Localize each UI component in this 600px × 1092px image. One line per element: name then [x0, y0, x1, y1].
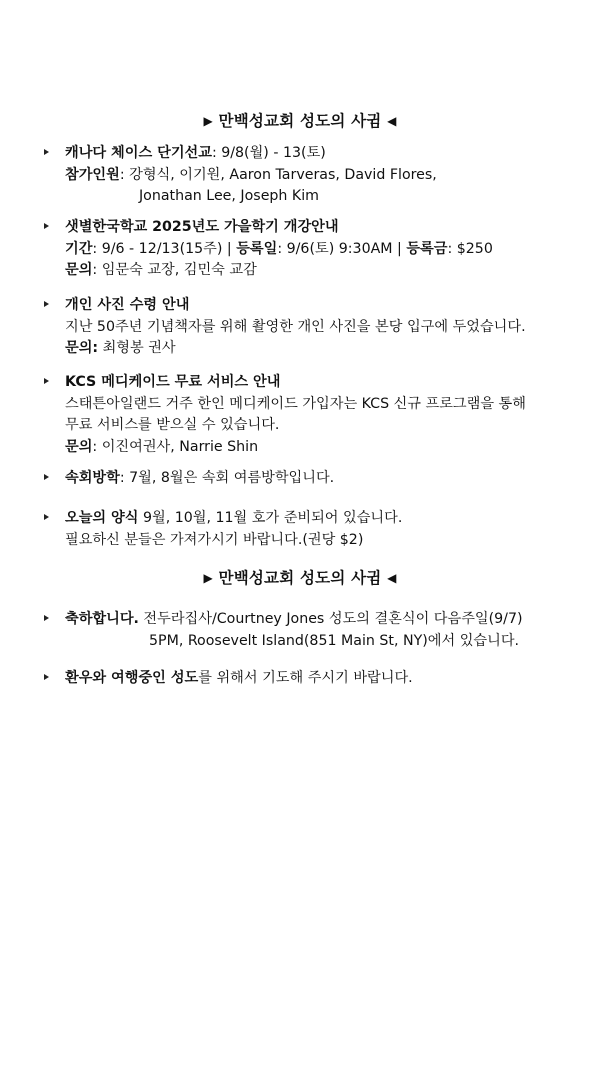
bullet-icon [44, 149, 49, 155]
bullet-icon [44, 378, 49, 384]
section-title-text: 만백성교회 성도의 사귐 [218, 112, 382, 130]
item-body [65, 217, 590, 282]
item-text: 전두라집사/Courtney Jones 성도의 결혼식이 다음주일(9/7) [138, 611, 523, 627]
item-text-continued: 필요하신 분들은 가져가시기 바랍니다.(권당 $2) [65, 531, 364, 548]
item-body [65, 468, 590, 490]
registration-value: : 9/6(토) 9:30AM | [277, 240, 407, 257]
registration-label: 등록일 [236, 240, 278, 257]
item-body [65, 668, 590, 690]
item-heading: 속회방학 [65, 470, 120, 486]
contact-label: 문의 [65, 438, 93, 455]
section-title-1 [0, 109, 600, 131]
participants-list: : 강형식, 이기원, Aaron Tarveras, David Flores, [119, 166, 437, 183]
item-text: 9월, 10월, 11월 호가 준비되어 있습니다. [138, 510, 403, 526]
participants-list-continued: Jonathan Lee, Joseph Kim [139, 188, 319, 204]
item-text: 지난 50주년 기념책자를 위해 촬영한 개인 사진을 본당 입구에 두었습니다. [65, 318, 526, 335]
left-triangle-icon: ◀ [387, 571, 397, 585]
item-heading: 환우와 여행중인 성도 [65, 670, 199, 686]
item-heading: KCS 메디케이드 무료 서비스 안내 [65, 374, 281, 390]
item-dates: : 9/8(월) - 13(토) [211, 145, 326, 161]
period-label: 기간 [65, 240, 93, 257]
right-triangle-icon: ▶ [203, 114, 213, 128]
item-heading: 샛별한국학교 2025년도 가을학기 개강안내 [65, 219, 339, 235]
item-heading: 오늘의 양식 [65, 510, 139, 526]
bullet-icon [44, 615, 49, 621]
bullet-icon [44, 674, 49, 680]
contact-value: : 임문숙 교장, 김민숙 교감 [92, 262, 257, 278]
right-triangle-icon: ▶ [203, 571, 213, 585]
item-heading: 개인 사진 수령 안내 [65, 297, 190, 313]
item-text: : 7월, 8월은 속회 여름방학입니다. [119, 470, 335, 486]
item-text-continued: 5PM, Roosevelt Island(851 Main St, NY)에서 있습니다. [149, 632, 520, 649]
item-text: 스태튼아일랜드 거주 한인 메디케이드 가입자는 KCS 신규 프로그램을 통해 [65, 395, 526, 412]
item-heading: 캐나다 체이스 단기선교 [65, 145, 212, 161]
participants-label: 참가인원 [65, 166, 120, 183]
bullet-icon [44, 223, 49, 229]
item-text-continued: 무료 서비스를 받으실 수 있습니다. [65, 417, 280, 433]
contact-label: 문의: [65, 340, 99, 356]
section-title-2 [0, 566, 600, 588]
item-text: 를 위해서 기도해 주시기 바랍니다. [198, 670, 413, 686]
fee-label: 등록금 [406, 240, 448, 257]
fee-value: : $250 [447, 240, 493, 257]
item-body [65, 609, 590, 652]
bullet-icon [44, 301, 49, 307]
period-value: : 9/6 - 12/13(15주) | [92, 240, 237, 257]
bullet-icon [44, 514, 49, 520]
contact-value: 최형봉 권사 [98, 340, 176, 356]
item-body [65, 295, 590, 360]
item-heading: 축하합니다. [65, 611, 139, 627]
section-title-text: 만백성교회 성도의 사귐 [218, 569, 382, 587]
item-body [65, 143, 590, 208]
item-body [65, 372, 590, 458]
contact-label: 문의 [65, 262, 93, 278]
contact-value: : 이진여권사, Narrie Shin [92, 438, 259, 455]
left-triangle-icon: ◀ [387, 114, 397, 128]
item-body [65, 508, 590, 551]
bullet-icon [44, 474, 49, 480]
